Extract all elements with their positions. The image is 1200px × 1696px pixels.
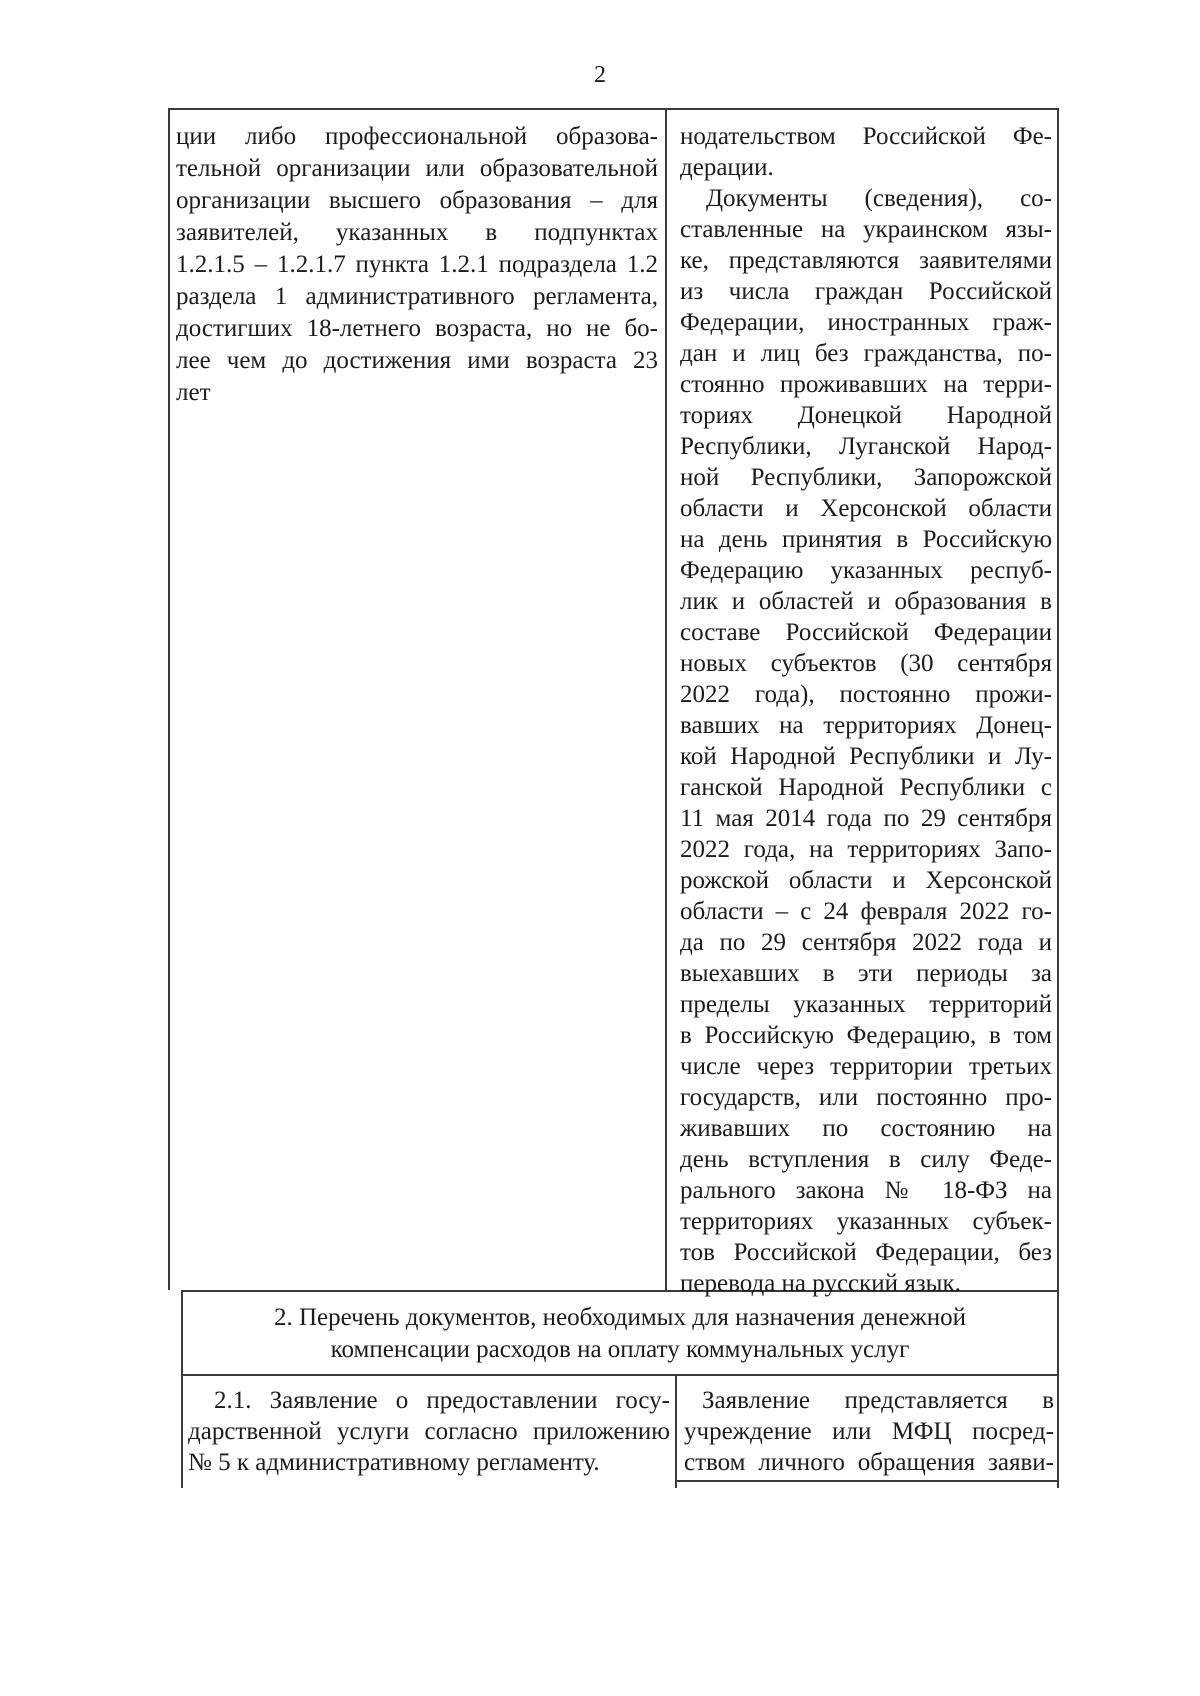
row1-right-line: кой Народной Республики и Лу-: [680, 743, 1052, 770]
row1-right-line: пределы указанных территорий: [680, 991, 1052, 1018]
row1-right-line: живавших по состоянию на: [680, 1115, 1052, 1142]
row1-right-line: новых субъектов (30 сентября: [680, 650, 1052, 677]
row1-left-cell: [176, 121, 658, 409]
row1-right-line: да по 29 сентября 2022 года и: [680, 929, 1052, 956]
row1-right-line: ке, представляются заявителями: [680, 247, 1052, 274]
page-number: 2: [594, 62, 606, 88]
row1-right-line: Федерацию указанных респуб-: [680, 557, 1052, 584]
row1-right-line: дерации.: [680, 154, 774, 181]
row1-right-line: рального закона № 18-ФЗ на: [680, 1177, 1052, 1204]
row1-right-line: из числа граждан Российской: [680, 278, 1052, 305]
row1-left-line: 1.2.1.5 – 1.2.1.7 пункта 1.2.1 подраздела 1.2: [176, 251, 658, 278]
section-heading-line: 2. Перечень документов, необходимых для назначения денежной: [273, 1304, 966, 1331]
row1-right-line: тов Российской Федерации, без: [680, 1239, 1052, 1266]
row1-right-line: на день принятия в Российскую: [680, 526, 1052, 553]
table-right-border: [1057, 108, 1059, 1488]
row1-left-line: раздела 1 административного регламента,: [176, 283, 658, 310]
row1-right-line: государств, или постоянно про-: [680, 1084, 1052, 1111]
row1-left-line: ции либо профессиональной образова-: [176, 123, 658, 150]
row1-right-line: стоянно проживавших на терри-: [680, 371, 1052, 398]
row1-right-line: Республики, Луганской Народ-: [680, 433, 1052, 460]
row1-right-line: рожской области и Херсонской: [680, 867, 1052, 894]
row1-right-line: 2022 года), постоянно прожи-: [680, 681, 1052, 708]
row1-right-line: Федерации, иностранных граж-: [680, 309, 1052, 336]
section-heading-line: компенсации расходов на оплату коммунальных услуг: [330, 1336, 910, 1363]
row2-left-line: № 5 к административному регламенту.: [188, 1449, 600, 1476]
table-column-divider-row1: [665, 108, 667, 1290]
row1-right-line: перевода на русский язык.: [680, 1270, 961, 1297]
table-column-divider-row2: [675, 1374, 677, 1488]
table-heading-bottom-border: [181, 1374, 1059, 1376]
row1-right-line: ной Республики, Запорожской: [680, 464, 1052, 491]
row1-right-line: составе Российской Федерации: [680, 619, 1052, 646]
row2-right-cell: [684, 1385, 1054, 1478]
row2-left-line: дарственной услуги согласно приложению: [188, 1418, 670, 1445]
row1-right-line: дан и лиц без гражданства, по-: [680, 340, 1052, 367]
row2-right-line: Заявление представляется в: [702, 1387, 1054, 1414]
row1-right-line: ториях Донецкой Народной: [680, 402, 1052, 429]
row1-right-line: 2022 года, на территориях Запо-: [680, 836, 1052, 863]
row1-right-line: в Российскую Федерацию, в том: [680, 1022, 1052, 1049]
table-row2-inner-bottom: [675, 1480, 1059, 1482]
row1-right-line: области – с 24 февраля 2022 го-: [680, 898, 1052, 925]
row1-right-line: области и Херсонской области: [680, 495, 1052, 522]
row2-right-line: учреждение или МФЦ посред-: [684, 1418, 1054, 1445]
row1-right-line: нодательством Российской Фе-: [680, 123, 1052, 150]
row2-right-line: ством личного обращения заяви-: [684, 1449, 1054, 1476]
row1-right-line: выехавших в эти периоды за: [680, 960, 1052, 987]
row1-right-line: 11 мая 2014 года по 29 сентября: [680, 805, 1052, 832]
section-heading: [183, 1302, 1057, 1366]
table-left-border-upper: [168, 108, 170, 1290]
row1-left-line: тельной организации или образовательной: [176, 155, 658, 182]
row1-right-line: Документы (сведения), со-: [706, 185, 1052, 212]
row2-left-cell: [188, 1385, 670, 1478]
row1-left-line: лет: [176, 379, 211, 406]
row1-right-line: числе через территории третьих: [680, 1053, 1052, 1080]
row1-left-line: организации высшего образования – для: [176, 187, 658, 214]
row1-left-line: достигших 18-летнего возраста, но не бо-: [176, 315, 658, 342]
row1-right-line: ганской Народной Республики с: [680, 774, 1052, 801]
row1-right-line: вавших на территориях Донец-: [680, 712, 1052, 739]
row1-right-line: территориях указанных субъек-: [680, 1208, 1052, 1235]
row2-left-line: 2.1. Заявление о предоставлении госу-: [214, 1387, 670, 1414]
table-top-border: [168, 108, 1059, 110]
row1-right-line: день вступления в силу Феде-: [680, 1146, 1052, 1173]
row1-left-line: лее чем до достижения ими возраста 23: [176, 347, 658, 374]
row1-right-line: лик и областей и образования в: [680, 588, 1052, 615]
row1-right-line: ставленные на украинском язы-: [680, 216, 1052, 243]
row1-left-line: заявителей, указанных в подпунктах: [176, 219, 658, 246]
row1-right-cell: [680, 121, 1052, 1299]
